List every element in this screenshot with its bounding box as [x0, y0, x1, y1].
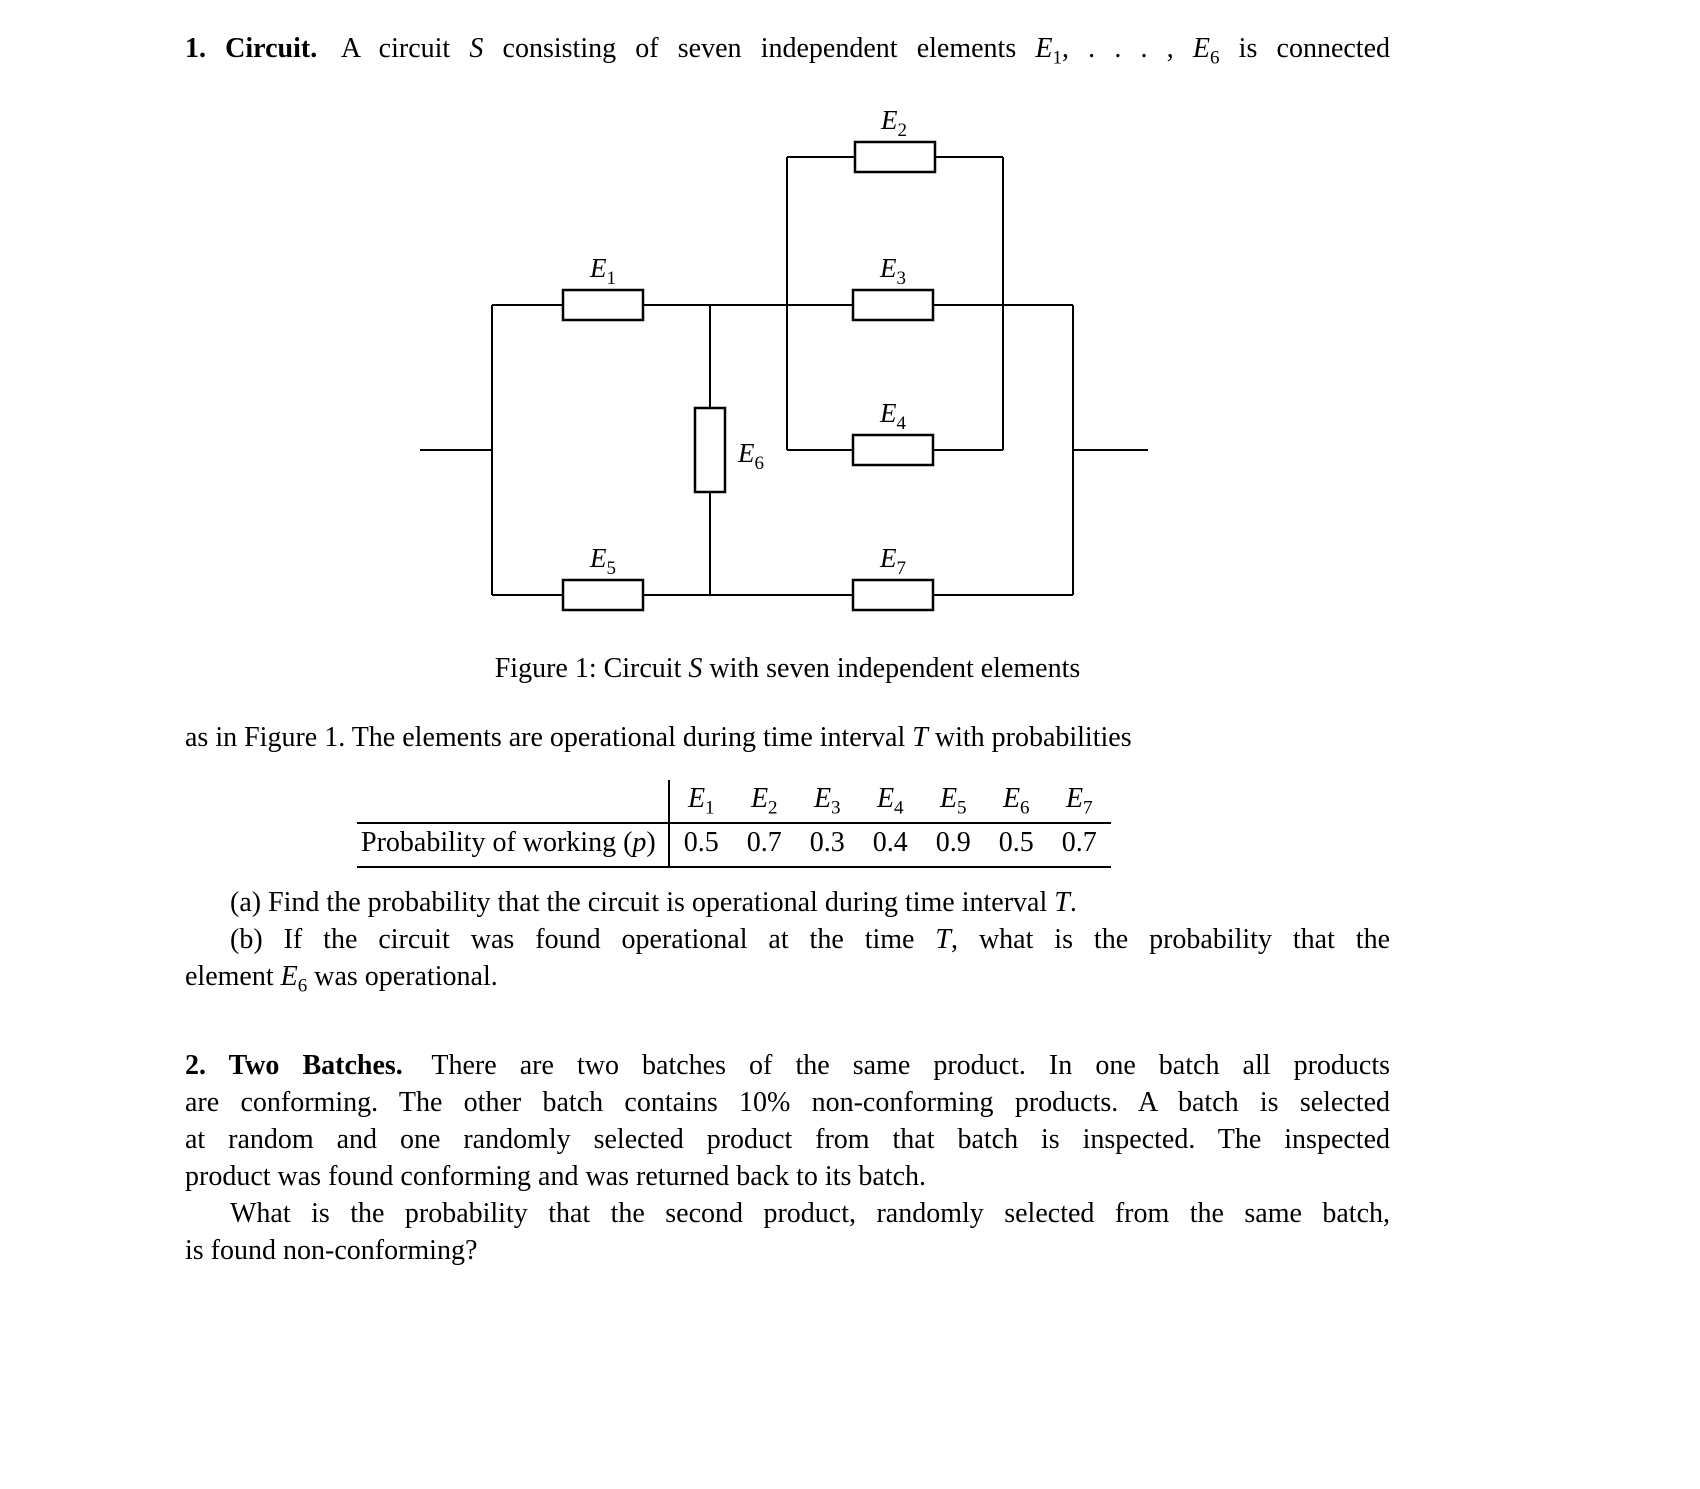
table-header-E4: $E_4$: [859, 780, 922, 823]
circuit-diagram: [420, 100, 1155, 640]
element-label-E2: $E_2$: [881, 105, 907, 141]
table-header-E5: $E_5$: [922, 780, 985, 823]
problem2: [185, 1047, 1390, 1269]
element-E3: [853, 253, 933, 320]
circuit-wires: [420, 157, 1148, 595]
math-sub-1: 1: [1052, 47, 1063, 69]
math-var-S: S: [469, 33, 484, 64]
table-header-E1: $E_1$: [669, 780, 733, 823]
problem2-heading: 2. Two Batches.: [185, 1050, 403, 1081]
math-sub-6: 6: [297, 975, 308, 997]
element-box-E4: [853, 435, 933, 465]
element-E2: [855, 105, 935, 172]
math-var-T: T: [935, 924, 951, 955]
item-b-line1: (b) If the circuit was found operational at the time T, what is the probability that the: [230, 924, 1391, 955]
table-value-E5: 0.9: [922, 823, 985, 867]
figure-caption: Figure 1: Circuit S with seven independent elements: [494, 653, 1081, 684]
figure-1: [185, 100, 1390, 640]
table-header-E3: $E_3$: [796, 780, 859, 823]
element-box-E5: [563, 580, 643, 610]
problem2-question-line1: What is the probability that the second product, randomly selected from the same batch,: [230, 1198, 1390, 1229]
table-header-E7: $E_7$: [1048, 780, 1111, 823]
element-E5: [563, 543, 643, 610]
problem2-line3: at random and one randomly selected product from that batch is inspected. The inspected: [185, 1124, 1390, 1155]
element-label-E5: $E_5$: [590, 543, 616, 579]
math-var-T: T: [912, 722, 928, 753]
element-box-E7: [853, 580, 933, 610]
problem2-line2: are conforming. The other batch contains 10% non-conforming products. A batch is selected: [185, 1087, 1390, 1118]
problem1-text-1: A circuit: [323, 33, 470, 64]
table-data-row: [357, 823, 1111, 867]
problem1-text-3: is connected: [1219, 33, 1391, 64]
problem2-line1: 2. Two Batches. There are two batches of the same product. In one batch all products: [185, 1050, 1390, 1081]
problem1-items: [185, 884, 1390, 995]
table-header-E6: $E_6$: [985, 780, 1048, 823]
probability-table: [357, 780, 1111, 868]
math-var-S: S: [688, 653, 703, 684]
problem1-dots: , . . . ,: [1062, 33, 1193, 64]
element-label-E4: $E_4$: [880, 398, 906, 434]
element-E4: [853, 398, 933, 465]
math-sub-6: 6: [1209, 47, 1220, 69]
table-row-label: Probability of working (p): [357, 823, 669, 867]
element-label-E6: $E_6$: [738, 438, 764, 474]
table-value-E1: 0.5: [669, 823, 733, 867]
problem2-question-line2: is found non-conforming?: [185, 1235, 478, 1266]
element-label-E1: $E_1$: [590, 253, 616, 289]
element-box-E1: [563, 290, 643, 320]
table-corner-cell: [357, 780, 669, 823]
problem1-heading: 1. Circuit.: [185, 33, 318, 64]
table-value-E4: 0.4: [859, 823, 922, 867]
table-value-E2: 0.7: [733, 823, 796, 867]
table-value-E6: 0.5: [985, 823, 1048, 867]
element-box-E6: [695, 408, 725, 492]
math-var-E: E: [280, 961, 298, 992]
element-label-E7: $E_7$: [880, 543, 906, 579]
item-a: (a) Find the probability that the circuit is operational during time interval T.: [230, 887, 1077, 918]
problem1-continuation: as in Figure 1. The elements are operational during time interval T with probabilities: [185, 722, 1132, 753]
problem1-opening-line: [185, 30, 1390, 67]
table-value-E3: 0.3: [796, 823, 859, 867]
element-E7: [853, 543, 933, 610]
math-var-p: p: [632, 827, 647, 858]
element-E1: [563, 253, 643, 320]
table-header-row: [357, 780, 1111, 823]
document-content: [185, 0, 1390, 1269]
table-header-E2: $E_2$: [733, 780, 796, 823]
item-b-line2: element $E_6$ was operational.: [185, 961, 498, 997]
math-var-E: E: [1035, 33, 1053, 64]
element-label-E3: $E_3$: [880, 253, 906, 289]
element-E6: [695, 408, 764, 492]
table-value-E7: 0.7: [1048, 823, 1111, 867]
element-box-E2: [855, 142, 935, 172]
problem1-text-2: consisting of seven independent elements: [483, 33, 1036, 64]
math-var-T: T: [1054, 887, 1070, 918]
element-box-E3: [853, 290, 933, 320]
problem2-line4: product was found conforming and was returned back to its batch.: [185, 1161, 927, 1192]
math-var-E: E: [1192, 33, 1210, 64]
